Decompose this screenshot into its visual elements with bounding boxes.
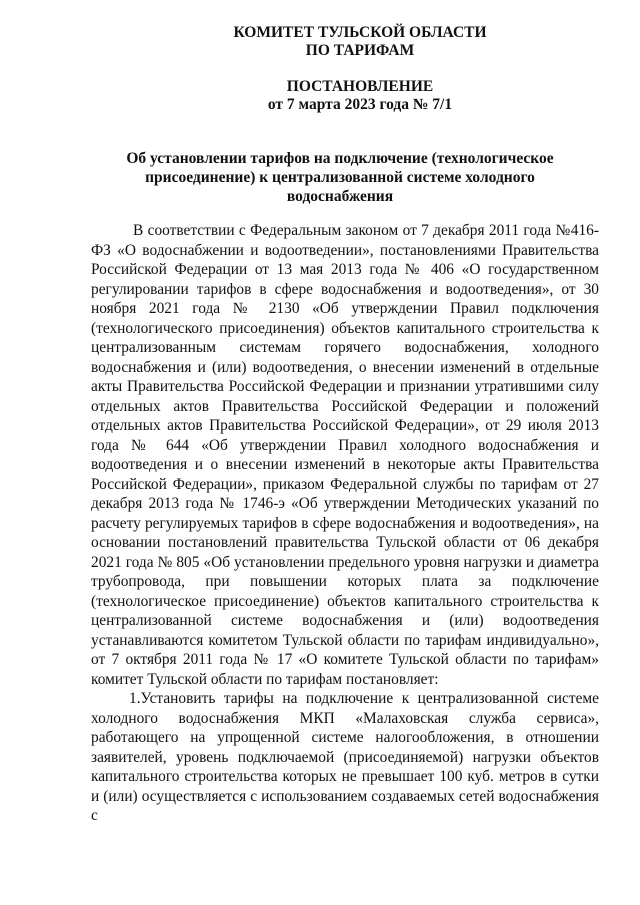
document-type: ПОСТАНОВЛЕНИЕ	[286, 78, 434, 95]
org-name-line1: КОМИТЕТ ТУЛЬСКОЙ ОБЛАСТИ	[233, 24, 487, 41]
preamble-paragraph: В соответствии с Федеральным законом от 7 декабря 2011 года №416-ФЗ «О водоснабжении и водоотведении», постановлениями Правительства Российской Федерации от 13 мая 2013 года № 406 «О государственном регулировании тарифов в сфере водоснабжения и водоотведения», от 30 ноября 2021 года № 2130 «Об утверждении Правил подключения (технологического присоединения) объектов капитального строительства к централизованным системам горячего водоснабжения, холодного водоснабжения и (или) водоотведения, о внесении изменений в отдельные акты Правительства Российской Федерации и признании утратившими силу отдельных актов Правительства Российской Федерации и положений отдельных актов Правительства Российской Федерации», от 29 июля 2013 года № 644 «Об утверждении Правил холодного водоснабжения и водоотведения и о внесении изменений в некоторые акты Правительства Российской Федерации», приказом Федеральной службы по тарифам от 27 декабря 2013 года № 1746-э «Об утверждении Методических указаний по расчету регулируемых тарифов в сфере водоснабжения и водоотведения», на основании постановлений правительства Тульской области от 06 декабря 2021 года № 805 «Об установлении предельного уровня нагрузки и диаметра трубопровода, при повышении которых плата за подключение (технологическое присоединение) объектов капитального строительства к централизованной системе водоснабжения и (или) водоотведения устанавливаются комитетом Тульской области по тарифам индивидуально», от 7 октября 2011 года № 17 «О комитете Тульской области по тарифам» комитет Тульской области по тарифам постановляет:	[91, 222, 599, 688]
document-type-header	[170, 78, 550, 114]
document-body	[91, 221, 599, 826]
organization-header	[170, 24, 550, 60]
document-date-number: от 7 марта 2023 года № 7/1	[267, 96, 453, 113]
org-name-line2: ПО ТАРИФАМ	[305, 42, 415, 59]
title-line2: присоединение) к централизованной системе холодного водоснабжения	[145, 169, 535, 205]
item-1-paragraph: 1.Установить тарифы на подключение к централизованной системе холодного водоснабжения МКП «Малаховская служба сервиса», работающего на упрощенной системе налогообложения, в отношении заявителей, уровень подключаемой (присоединяемой) нагрузки объектов капитального строительства которых не превышает 100 куб. метров в сутки и (или) осуществляется с использованием создаваемых сетей водоснабжения с	[91, 690, 599, 824]
title-line1: Об установлении тарифов на подключение (технологическое	[126, 150, 554, 167]
document-title	[100, 149, 580, 206]
